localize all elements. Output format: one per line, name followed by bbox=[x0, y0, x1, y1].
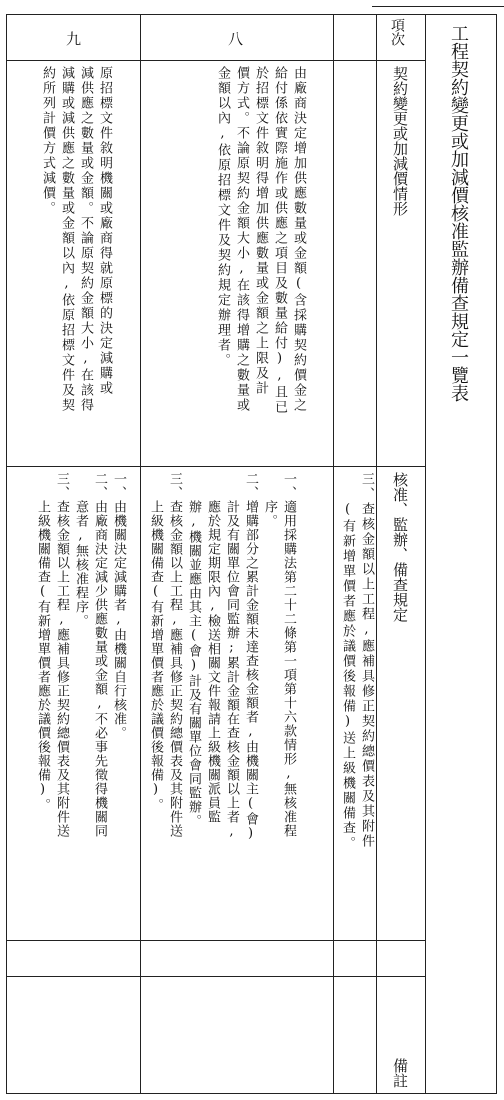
header-col-9: 九 bbox=[66, 30, 82, 48]
col-divider-9-8 bbox=[140, 14, 141, 1094]
header-divider bbox=[6, 60, 425, 61]
col-divider-prev-label bbox=[376, 14, 377, 1094]
cell-approval-prev: 三、查核金額以上工程,應補具修正契約總價表及其附件 (有新增單價者應於議價後報備)送上級機關備查。 bbox=[340, 472, 374, 851]
row-divider-1 bbox=[6, 466, 425, 467]
document-title: 工程契約變更或加減價核准監辦備查規定一覽表 bbox=[448, 24, 469, 402]
header-col-8: 八 bbox=[228, 30, 244, 48]
row-divider-2 bbox=[6, 940, 425, 941]
top-rule bbox=[372, 6, 504, 7]
row-label-approval: 核准、監辦、備查規定 bbox=[391, 472, 409, 622]
cell-change-8: 由廠商決定增加供應數量或金額(含採購契約價金之 給付係依實際施作或供應之項目及數量給付),且已 於招標文件敘明得增加供應數量或金額之上限及計 價方式。不論原契約金額大小,在該得增購之數量或 金額以內,依原招標文件及契約規定辦理者。 bbox=[215, 66, 306, 415]
row-label-note: 備註 bbox=[391, 1058, 409, 1088]
cell-change-9: 原招標文件敘明機關或廠商得就原標的決定減購或 減供應之數量或金額。不論原契約金額大小,在該得 減購或減供應之數量或金額以內,依原招標文件及契 約所列計價方式減價。 bbox=[40, 66, 112, 413]
row-label-change: 契約變更或加減價情形 bbox=[391, 66, 409, 216]
col-divider-8-prev bbox=[333, 14, 334, 1094]
cell-approval-8: 一、適用採購法第二十二條第一項第十六款情形,無核准程 序。 二、增購部分之累計金額未達查核金額者,由機關主(會) 計及有關單位會同監辦;累計金額在查核金額以上者, 應於規定期限內,檢送相關文件報請上級機關派員監 辦,機關並應由其主(會)計及有關單位會同監辦。 三、查核金額以上工程,應補具修正契約總價表及其附件送 上級機關備查(有新增單價者應於議價後報備)。 bbox=[148, 472, 296, 842]
cell-approval-9: 一、由機關決定減購者,由機關自行核准。 二、由廠商決定減少供應數量或金額,不必事先徵得機關同 意者,無核准程序。 三、查核金額以上工程,應補具修正契約總價表及其附件送 上級機關備查(有新增單價者應於議價後報備)。 bbox=[35, 472, 126, 838]
header-col-label: 項次 bbox=[389, 18, 405, 46]
row-divider-3 bbox=[6, 976, 425, 977]
